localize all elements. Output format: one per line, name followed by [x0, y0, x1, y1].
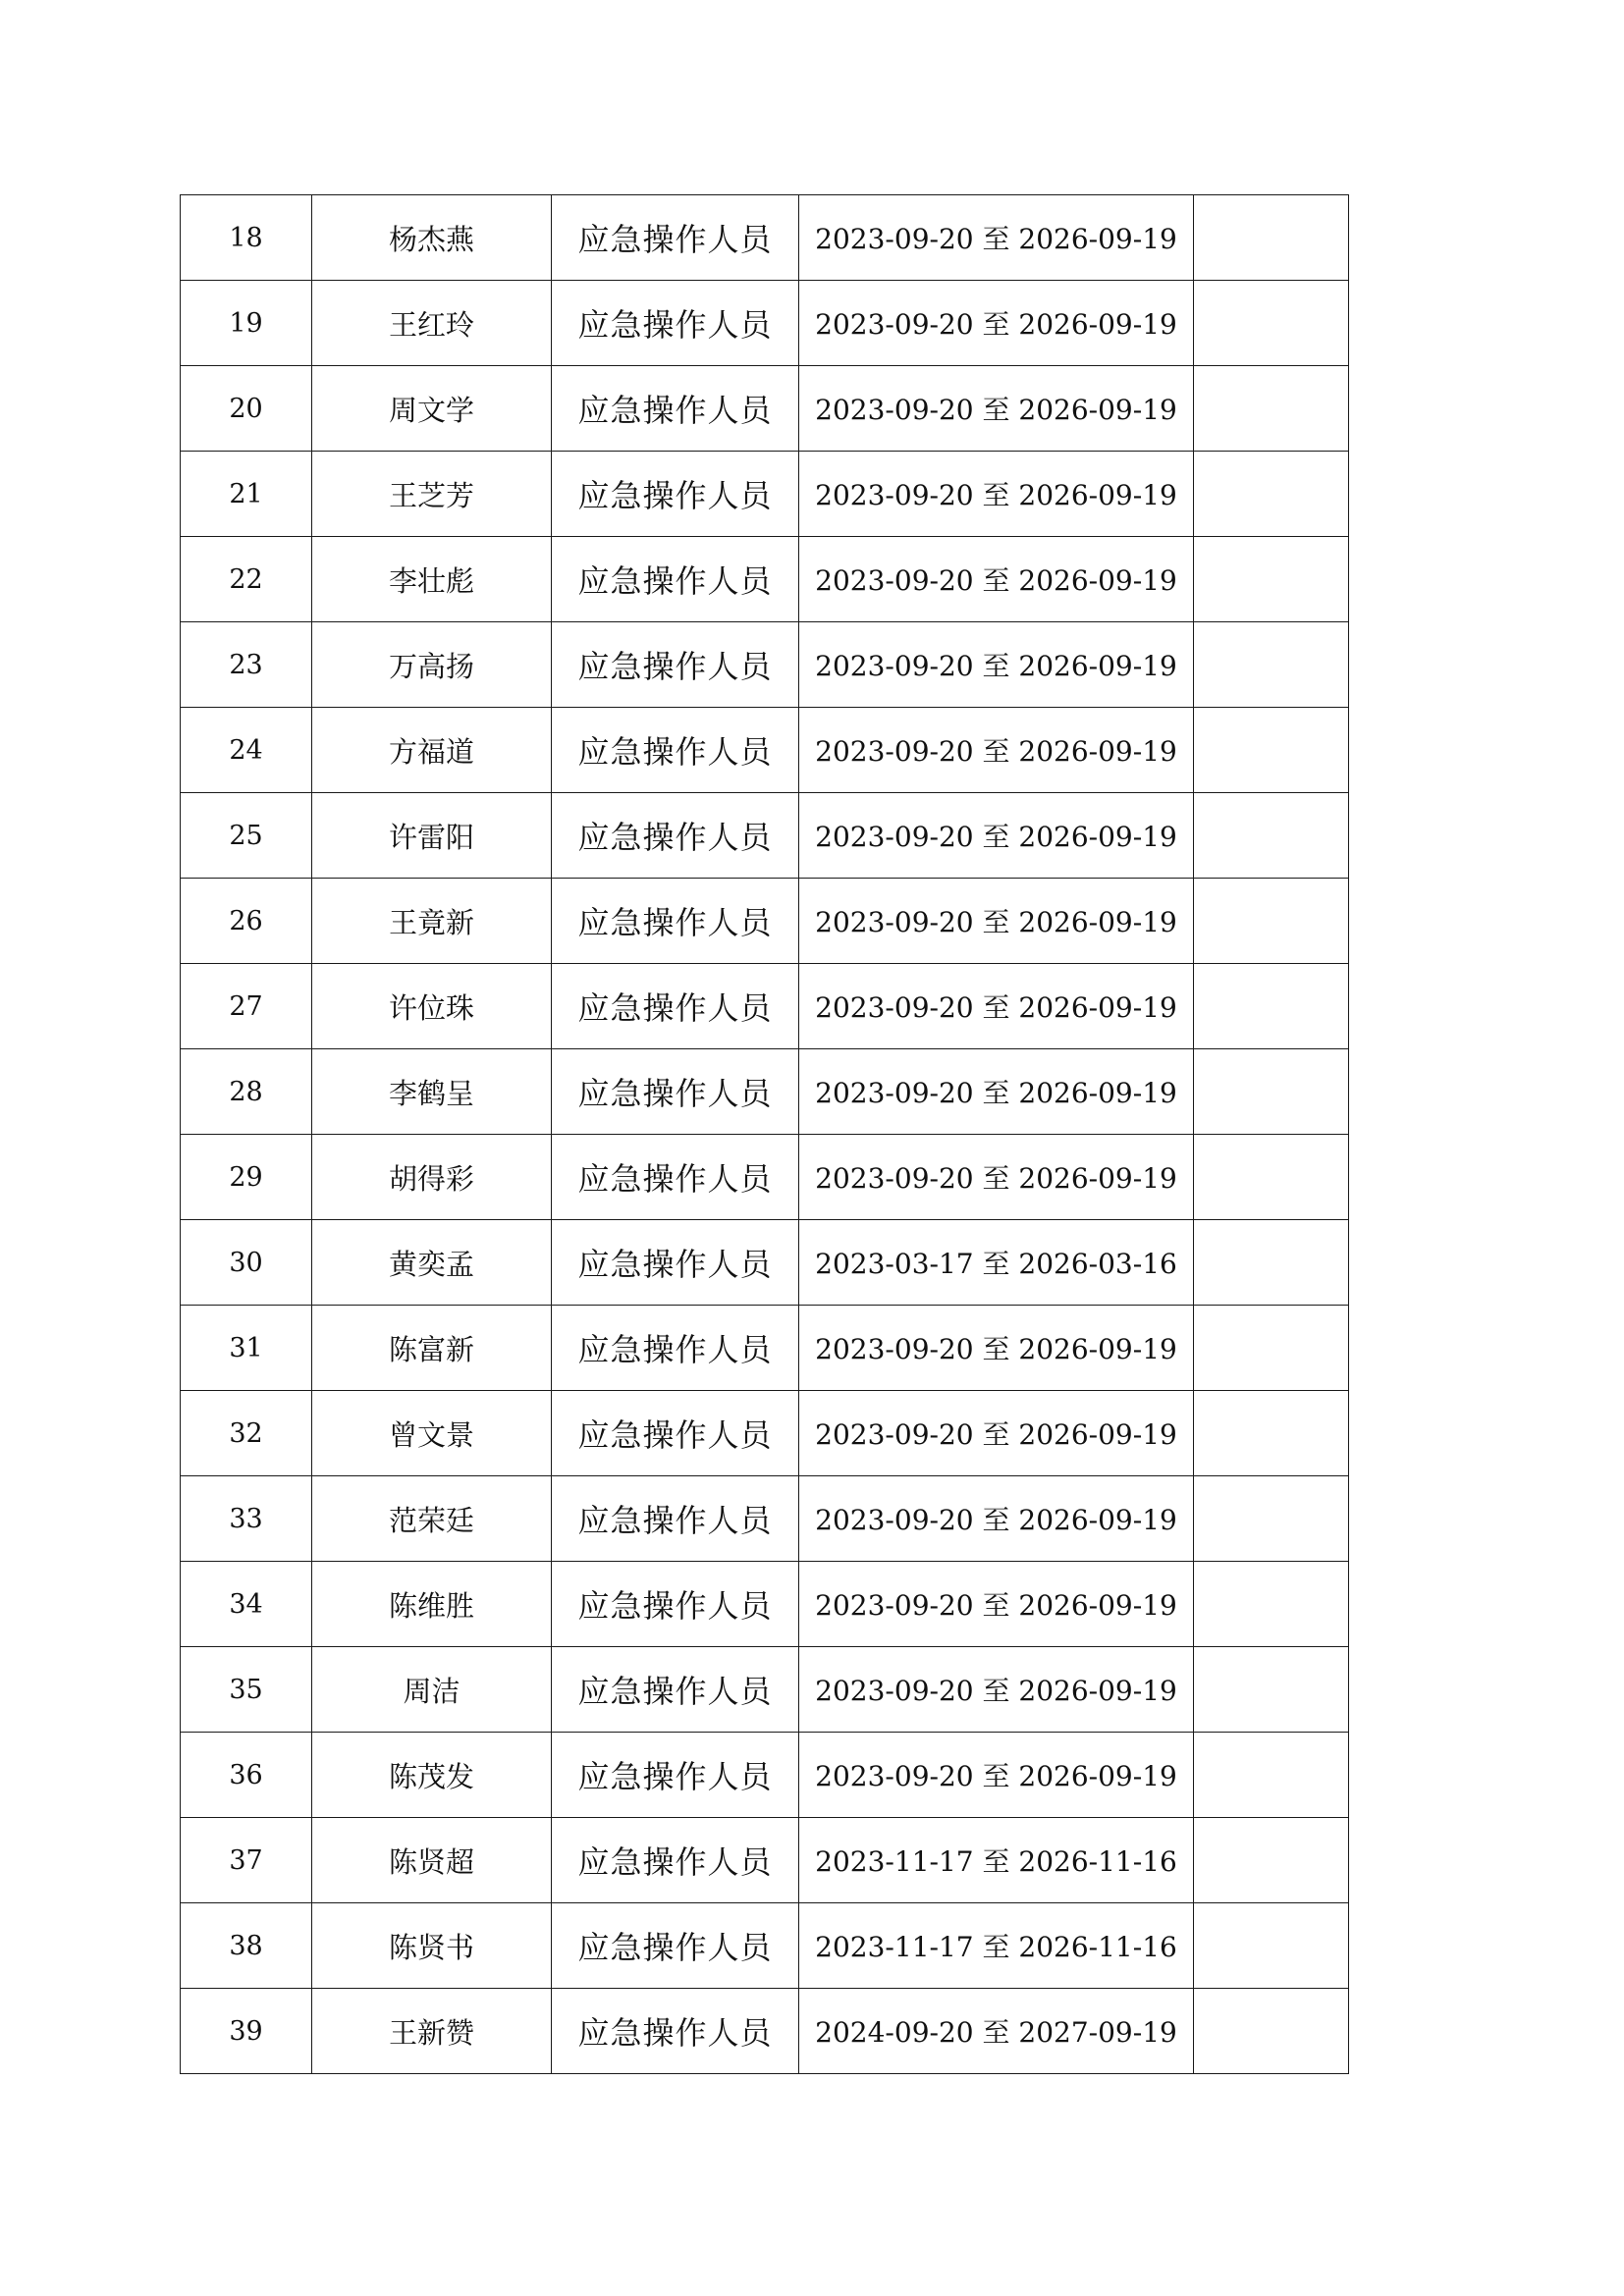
person-name-cell: 李壮彪 — [312, 537, 552, 622]
person-name-cell: 王红玲 — [312, 281, 552, 366]
person-name-cell: 陈贤书 — [312, 1903, 552, 1989]
remark-cell — [1194, 1391, 1349, 1476]
table-row — [181, 1476, 1349, 1562]
remark-cell — [1194, 366, 1349, 452]
table-row — [181, 1562, 1349, 1647]
validity-period-cell: 2023-09-20 至 2026-09-19 — [799, 1733, 1194, 1818]
person-name-cell: 李鹤呈 — [312, 1049, 552, 1135]
personnel-table-body — [181, 195, 1349, 2074]
table-row — [181, 366, 1349, 452]
remark-cell — [1194, 1049, 1349, 1135]
validity-period-cell: 2023-09-20 至 2026-09-19 — [799, 1135, 1194, 1220]
person-name-cell: 胡得彩 — [312, 1135, 552, 1220]
table-row — [181, 1989, 1349, 2074]
validity-period-cell: 2023-09-20 至 2026-09-19 — [799, 281, 1194, 366]
remark-cell — [1194, 1989, 1349, 2074]
role-cell: 应急操作人员 — [552, 366, 799, 452]
role-cell: 应急操作人员 — [552, 793, 799, 879]
table-row — [181, 1306, 1349, 1391]
role-cell: 应急操作人员 — [552, 622, 799, 708]
row-number-cell: 36 — [181, 1733, 312, 1818]
row-number-cell: 21 — [181, 452, 312, 537]
remark-cell — [1194, 793, 1349, 879]
remark-cell — [1194, 1818, 1349, 1903]
row-number-cell: 20 — [181, 366, 312, 452]
role-cell: 应急操作人员 — [552, 964, 799, 1049]
validity-period-cell: 2023-11-17 至 2026-11-16 — [799, 1818, 1194, 1903]
role-cell: 应急操作人员 — [552, 195, 799, 281]
row-number-cell: 33 — [181, 1476, 312, 1562]
row-number-cell: 28 — [181, 1049, 312, 1135]
table-row — [181, 1733, 1349, 1818]
validity-period-cell: 2023-11-17 至 2026-11-16 — [799, 1903, 1194, 1989]
remark-cell — [1194, 1903, 1349, 1989]
person-name-cell: 许雷阳 — [312, 793, 552, 879]
remark-cell — [1194, 195, 1349, 281]
validity-period-cell: 2023-09-20 至 2026-09-19 — [799, 366, 1194, 452]
remark-cell — [1194, 537, 1349, 622]
remark-cell — [1194, 1647, 1349, 1733]
person-name-cell: 范荣廷 — [312, 1476, 552, 1562]
validity-period-cell: 2023-09-20 至 2026-09-19 — [799, 1647, 1194, 1733]
validity-period-cell: 2023-09-20 至 2026-09-19 — [799, 793, 1194, 879]
role-cell: 应急操作人员 — [552, 1647, 799, 1733]
validity-period-cell: 2023-09-20 至 2026-09-19 — [799, 1562, 1194, 1647]
row-number-cell: 19 — [181, 281, 312, 366]
remark-cell — [1194, 1733, 1349, 1818]
role-cell: 应急操作人员 — [552, 1989, 799, 2074]
role-cell: 应急操作人员 — [552, 1391, 799, 1476]
validity-period-cell: 2023-03-17 至 2026-03-16 — [799, 1220, 1194, 1306]
person-name-cell: 杨杰燕 — [312, 195, 552, 281]
table-row — [181, 537, 1349, 622]
validity-period-cell: 2023-09-20 至 2026-09-19 — [799, 964, 1194, 1049]
table-row — [181, 1647, 1349, 1733]
remark-cell — [1194, 281, 1349, 366]
person-name-cell: 黄奕孟 — [312, 1220, 552, 1306]
person-name-cell: 王新赞 — [312, 1989, 552, 2074]
remark-cell — [1194, 879, 1349, 964]
remark-cell — [1194, 622, 1349, 708]
row-number-cell: 24 — [181, 708, 312, 793]
role-cell: 应急操作人员 — [552, 452, 799, 537]
role-cell: 应急操作人员 — [552, 1562, 799, 1647]
validity-period-cell: 2023-09-20 至 2026-09-19 — [799, 537, 1194, 622]
validity-period-cell: 2023-09-20 至 2026-09-19 — [799, 1476, 1194, 1562]
row-number-cell: 39 — [181, 1989, 312, 2074]
person-name-cell: 万高扬 — [312, 622, 552, 708]
remark-cell — [1194, 1220, 1349, 1306]
row-number-cell: 23 — [181, 622, 312, 708]
table-row — [181, 195, 1349, 281]
row-number-cell: 34 — [181, 1562, 312, 1647]
person-name-cell: 王芝芳 — [312, 452, 552, 537]
table-row — [181, 1135, 1349, 1220]
table-row — [181, 793, 1349, 879]
table-row — [181, 879, 1349, 964]
table-row — [181, 1220, 1349, 1306]
remark-cell — [1194, 1306, 1349, 1391]
role-cell: 应急操作人员 — [552, 1903, 799, 1989]
person-name-cell: 王竟新 — [312, 879, 552, 964]
remark-cell — [1194, 1135, 1349, 1220]
row-number-cell: 22 — [181, 537, 312, 622]
person-name-cell: 陈贤超 — [312, 1818, 552, 1903]
person-name-cell: 曾文景 — [312, 1391, 552, 1476]
row-number-cell: 31 — [181, 1306, 312, 1391]
role-cell: 应急操作人员 — [552, 537, 799, 622]
person-name-cell: 陈富新 — [312, 1306, 552, 1391]
validity-period-cell: 2023-09-20 至 2026-09-19 — [799, 1306, 1194, 1391]
person-name-cell: 许位珠 — [312, 964, 552, 1049]
table-row — [181, 622, 1349, 708]
table-row — [181, 281, 1349, 366]
personnel-table — [180, 194, 1349, 2074]
remark-cell — [1194, 1562, 1349, 1647]
row-number-cell: 29 — [181, 1135, 312, 1220]
validity-period-cell: 2023-09-20 至 2026-09-19 — [799, 1391, 1194, 1476]
row-number-cell: 32 — [181, 1391, 312, 1476]
role-cell: 应急操作人员 — [552, 1220, 799, 1306]
remark-cell — [1194, 1476, 1349, 1562]
table-row — [181, 452, 1349, 537]
row-number-cell: 35 — [181, 1647, 312, 1733]
validity-period-cell: 2024-09-20 至 2027-09-19 — [799, 1989, 1194, 2074]
role-cell: 应急操作人员 — [552, 1049, 799, 1135]
validity-period-cell: 2023-09-20 至 2026-09-19 — [799, 195, 1194, 281]
validity-period-cell: 2023-09-20 至 2026-09-19 — [799, 879, 1194, 964]
table-row — [181, 1818, 1349, 1903]
role-cell: 应急操作人员 — [552, 708, 799, 793]
table-row — [181, 1049, 1349, 1135]
row-number-cell: 30 — [181, 1220, 312, 1306]
role-cell: 应急操作人员 — [552, 879, 799, 964]
row-number-cell: 26 — [181, 879, 312, 964]
validity-period-cell: 2023-09-20 至 2026-09-19 — [799, 1049, 1194, 1135]
validity-period-cell: 2023-09-20 至 2026-09-19 — [799, 452, 1194, 537]
validity-period-cell: 2023-09-20 至 2026-09-19 — [799, 622, 1194, 708]
person-name-cell: 周文学 — [312, 366, 552, 452]
role-cell: 应急操作人员 — [552, 1818, 799, 1903]
remark-cell — [1194, 708, 1349, 793]
table-row — [181, 1391, 1349, 1476]
role-cell: 应急操作人员 — [552, 1476, 799, 1562]
row-number-cell: 27 — [181, 964, 312, 1049]
table-row — [181, 708, 1349, 793]
table-row — [181, 964, 1349, 1049]
row-number-cell: 38 — [181, 1903, 312, 1989]
role-cell: 应急操作人员 — [552, 1135, 799, 1220]
row-number-cell: 18 — [181, 195, 312, 281]
role-cell: 应急操作人员 — [552, 1306, 799, 1391]
person-name-cell: 陈维胜 — [312, 1562, 552, 1647]
role-cell: 应急操作人员 — [552, 281, 799, 366]
row-number-cell: 37 — [181, 1818, 312, 1903]
person-name-cell: 陈茂发 — [312, 1733, 552, 1818]
remark-cell — [1194, 452, 1349, 537]
validity-period-cell: 2023-09-20 至 2026-09-19 — [799, 708, 1194, 793]
person-name-cell: 周洁 — [312, 1647, 552, 1733]
remark-cell — [1194, 964, 1349, 1049]
person-name-cell: 方福道 — [312, 708, 552, 793]
row-number-cell: 25 — [181, 793, 312, 879]
table-row — [181, 1903, 1349, 1989]
role-cell: 应急操作人员 — [552, 1733, 799, 1818]
